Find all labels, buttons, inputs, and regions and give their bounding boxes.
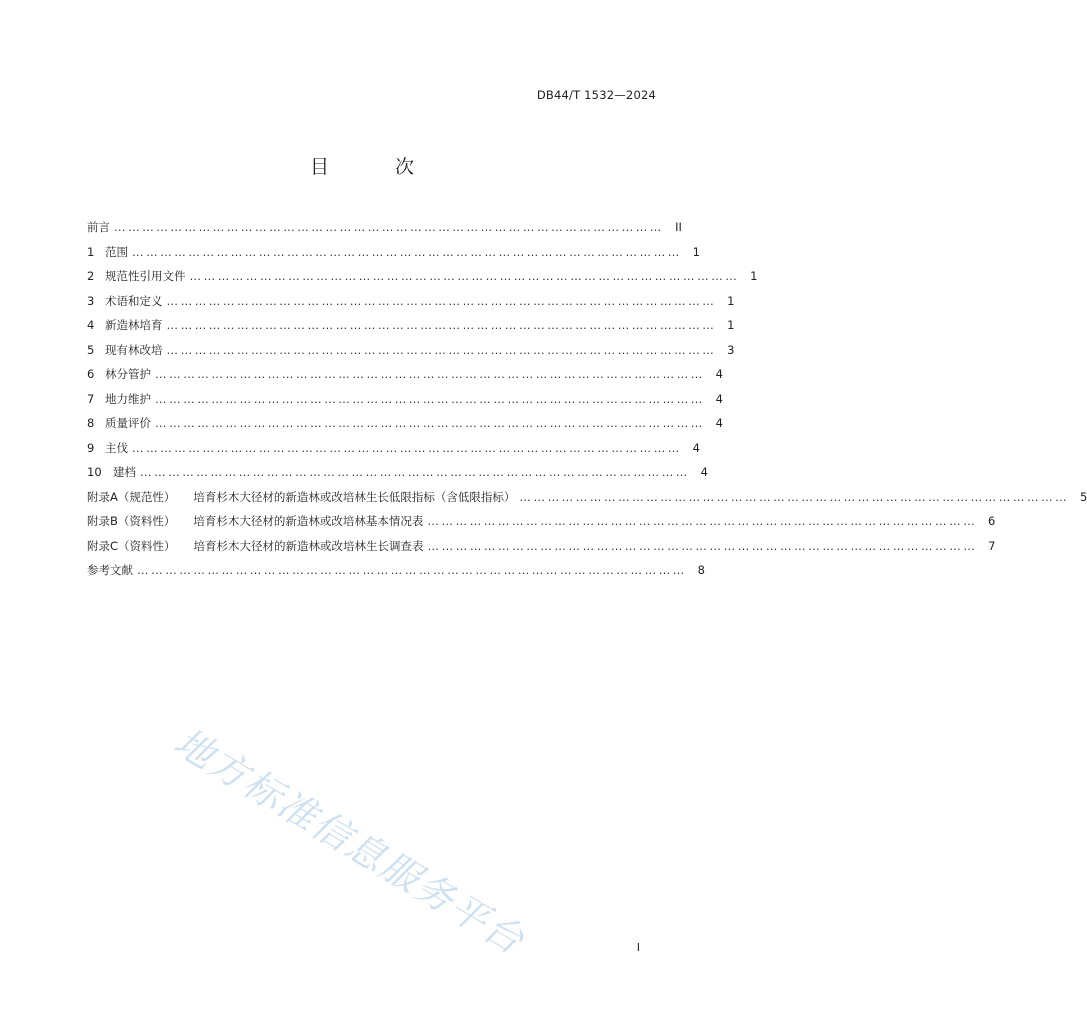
toc-page-number: 1 <box>727 318 735 332</box>
watermark: 地方标准信息服务平台 <box>166 719 533 964</box>
toc-page-number: 6 <box>987 514 996 528</box>
toc-entry-10[interactable] <box>87 464 708 489</box>
toc-label: 现有林改培 <box>105 342 163 357</box>
toc-entry-1[interactable] <box>87 244 700 269</box>
toc-page-number: 4 <box>715 367 723 381</box>
toc-entry-2[interactable] <box>87 268 758 293</box>
toc-leader-dots: ……………………………………………………………………………………………………… <box>189 269 740 283</box>
toc-leader-dots: ……………………………………………………………………………………………………… <box>427 538 978 553</box>
toc-number: 4 <box>87 318 95 332</box>
toc-number: 7 <box>87 391 95 406</box>
toc-entry-9[interactable] <box>87 440 700 465</box>
toc-number: 8 <box>87 416 95 430</box>
toc-label: 范围 <box>105 244 128 259</box>
toc-leader-dots: ……………………………………………………………………………………………………… <box>155 367 705 381</box>
toc-page-number: 4 <box>715 391 723 406</box>
toc-leader-dots: ……………………………………………………………………………………………………… <box>140 465 690 479</box>
document-code: DB44/T 1532—2024 <box>536 88 656 102</box>
toc-page-number: 1 <box>727 293 735 308</box>
toc-entry-7[interactable] <box>87 391 723 416</box>
toc-page-number: 8 <box>697 563 705 577</box>
table-of-contents <box>87 219 1087 587</box>
toc-leader-dots: ……………………………………………………………………………………………………… <box>132 440 682 455</box>
toc-label: 培育杉木大径材的新造林或改培林生长低限指标（含低限指标） <box>193 489 516 504</box>
toc-entry-appendix-c[interactable] <box>87 538 996 563</box>
toc-label: 培育杉木大径材的新造林或改培林基本情况表 <box>193 514 424 528</box>
toc-label: 质量评价 <box>105 416 151 430</box>
toc-leader-dots: ……………………………………………………………………………………………………… <box>427 514 978 528</box>
toc-number: 9 <box>87 440 95 455</box>
toc-leader-dots: ……………………………………………………………………………………………………… <box>166 342 717 357</box>
toc-number: 6 <box>87 367 95 381</box>
toc-page-number: 1 <box>692 244 700 259</box>
toc-entry-4[interactable] <box>87 317 735 342</box>
toc-page-number: II <box>675 220 682 234</box>
toc-page-number: 3 <box>727 342 735 357</box>
toc-leader-dots: ……………………………………………………………………………………………………… <box>137 563 687 577</box>
toc-page-number: 4 <box>715 416 723 430</box>
toc-page-number: 1 <box>750 269 758 283</box>
toc-number: 10 <box>87 465 102 479</box>
toc-label: 林分管护 <box>105 367 151 381</box>
toc-entry-8[interactable] <box>87 415 723 440</box>
toc-entry-references[interactable] <box>87 562 705 587</box>
toc-entry-appendix-a[interactable] <box>87 489 1087 514</box>
page-number: I <box>636 941 640 954</box>
toc-leader-dots: ……………………………………………………………………………………………………… <box>166 318 717 332</box>
toc-entry-6[interactable] <box>87 366 723 391</box>
toc-page-number: 7 <box>988 538 996 553</box>
toc-label: 参考文献 <box>87 563 133 577</box>
toc-number: 2 <box>87 269 95 283</box>
toc-page-number: 4 <box>692 440 700 455</box>
toc-appendix-number: 附录B（资料性） <box>87 514 176 528</box>
toc-number: 5 <box>87 342 95 357</box>
toc-entry-appendix-b[interactable] <box>87 513 996 538</box>
toc-page-number: 4 <box>700 465 708 479</box>
toc-page-number: 5 <box>1079 489 1087 504</box>
toc-leader-dots: ……………………………………………………………………………………………………… <box>155 391 705 406</box>
toc-leader-dots: ……………………………………………………………………………………………………… <box>166 293 717 308</box>
toc-label: 地力维护 <box>105 391 151 406</box>
toc-label: 主伐 <box>105 440 128 455</box>
toc-appendix-number: 附录C（资料性） <box>87 538 176 553</box>
page-title: 目 次 <box>309 156 445 178</box>
toc-entry-foreword[interactable] <box>87 219 682 244</box>
toc-leader-dots: ……………………………………………………………………………………………………… <box>519 489 1070 504</box>
toc-label: 建档 <box>113 465 136 479</box>
toc-appendix-number: 附录A（规范性） <box>87 489 176 504</box>
toc-label: 培育杉木大径材的新造林或改培林生长调查表 <box>193 538 424 553</box>
toc-leader-dots: ……………………………………………………………………………………………………… <box>155 416 705 430</box>
toc-leader-dots: ……………………………………………………………………………………………………… <box>114 220 664 234</box>
toc-label: 新造林培育 <box>105 318 163 332</box>
toc-entry-3[interactable] <box>87 293 735 318</box>
toc-label: 前言 <box>87 220 110 234</box>
toc-label: 规范性引用文件 <box>105 269 186 283</box>
toc-entry-5[interactable] <box>87 342 735 367</box>
toc-label: 术语和定义 <box>105 293 163 308</box>
toc-leader-dots: ……………………………………………………………………………………………………… <box>132 244 682 259</box>
toc-number: 1 <box>87 244 95 259</box>
toc-number: 3 <box>87 293 95 308</box>
